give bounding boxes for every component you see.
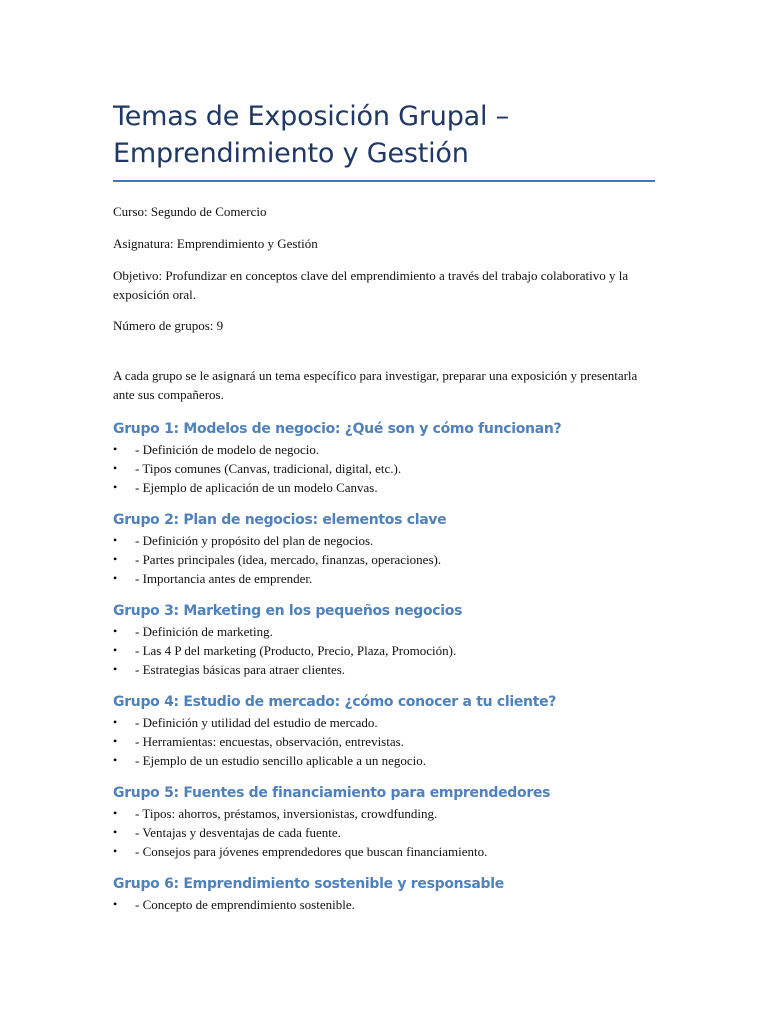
list-item [113,823,655,842]
list-item-text: - Definición y propósito del plan de negocios. [135,533,374,548]
bullet-icon: • [113,844,118,858]
group-section [113,602,655,679]
list-item [113,531,655,550]
group-section [113,693,655,770]
bullet-list [113,440,655,497]
list-item-text: - Ejemplo de un estudio sencillo aplicable a un negocio. [135,753,426,768]
list-item-text: - Definición de marketing. [135,624,273,639]
list-item-text: - Definición de modelo de negocio. [135,442,320,457]
group-section [113,875,655,914]
curso-text: Curso: Segundo de Comercio [113,204,267,219]
document-page [113,0,655,914]
bullet-icon: • [113,662,118,676]
list-item [113,895,655,914]
list-item-text: - Las 4 P del marketing (Producto, Precio, Plaza, Promoción). [135,643,457,658]
list-item [113,641,655,660]
bullet-icon: • [113,753,118,767]
list-item-text: - Definición y utilidad del estudio de mercado. [135,715,378,730]
intro-paragraph: A cada grupo se le asignará un tema específico para investigar, preparar una exposición y presentarla ante sus compañeros. [113,368,638,402]
list-item [113,478,655,497]
bullet-icon: • [113,552,118,566]
bullet-icon: • [113,897,118,911]
list-item-text: - Tipos: ahorros, préstamos, inversionistas, crowdfunding. [135,806,438,821]
bullet-list [113,713,655,770]
bullet-icon: • [113,715,118,729]
bullet-icon: • [113,643,118,657]
group-heading: Grupo 4: Estudio de mercado: ¿cómo conocer a tu cliente? [113,694,557,710]
numero-grupos-text: Número de grupos: 9 [113,318,224,333]
group-heading: Grupo 2: Plan de negocios: elementos clave [113,512,447,528]
asignatura-text: Asignatura: Emprendimiento y Gestión [113,236,318,251]
list-item [113,751,655,770]
title-underline [113,180,655,182]
group-section [113,511,655,588]
list-item [113,622,655,641]
list-item [113,842,655,861]
bullet-list [113,895,655,914]
bullet-icon: • [113,825,118,839]
list-item [113,440,655,459]
group-heading: Grupo 1: Modelos de negocio: ¿Qué son y cómo funcionan? [113,421,562,437]
list-item [113,713,655,732]
list-item-text: - Tipos comunes (Canvas, tradicional, digital, etc.). [135,461,402,476]
bullet-icon: • [113,461,118,475]
list-item [113,569,655,588]
bullet-icon: • [113,533,118,547]
list-item-text: - Estrategias básicas para atraer clientes. [135,662,346,677]
group-section [113,784,655,861]
bullet-list [113,622,655,679]
group-heading: Grupo 5: Fuentes de financiamiento para emprendedores [113,785,551,801]
list-item-text: - Consejos para jóvenes emprendedores que buscan financiamiento. [135,844,488,859]
list-item [113,459,655,478]
list-item [113,660,655,679]
bullet-icon: • [113,442,118,456]
list-item-text: - Ventajas y desventajas de cada fuente. [135,825,341,840]
group-section [113,420,655,497]
bullet-icon: • [113,624,118,638]
bullet-list [113,531,655,588]
bullet-list [113,804,655,861]
groups-section [113,420,655,914]
group-heading: Grupo 3: Marketing en los pequeños negocios [113,603,463,619]
bullet-icon: • [113,571,118,585]
list-item [113,732,655,751]
list-item-text: - Concepto de emprendimiento sostenible. [135,897,355,912]
list-item-text: - Herramientas: encuestas, observación, entrevistas. [135,734,404,749]
group-heading: Grupo 6: Emprendimiento sostenible y responsable [113,876,504,892]
bullet-icon: • [113,806,118,820]
title-line-1: Temas de Exposición Grupal – [113,101,509,132]
list-item-text: - Importancia antes de emprender. [135,571,313,586]
document-title [113,98,655,172]
list-item [113,550,655,569]
bullet-icon: • [113,734,118,748]
list-item-text: - Partes principales (idea, mercado, finanzas, operaciones). [135,552,442,567]
objetivo-text: Objetivo: Profundizar en conceptos clave del emprendimiento a través del trabajo colaborativo y la exposición oral. [113,268,629,302]
bullet-icon: • [113,480,118,494]
list-item [113,804,655,823]
list-item-text: - Ejemplo de aplicación de un modelo Canvas. [135,480,378,495]
title-line-2: Emprendimiento y Gestión [113,138,469,169]
